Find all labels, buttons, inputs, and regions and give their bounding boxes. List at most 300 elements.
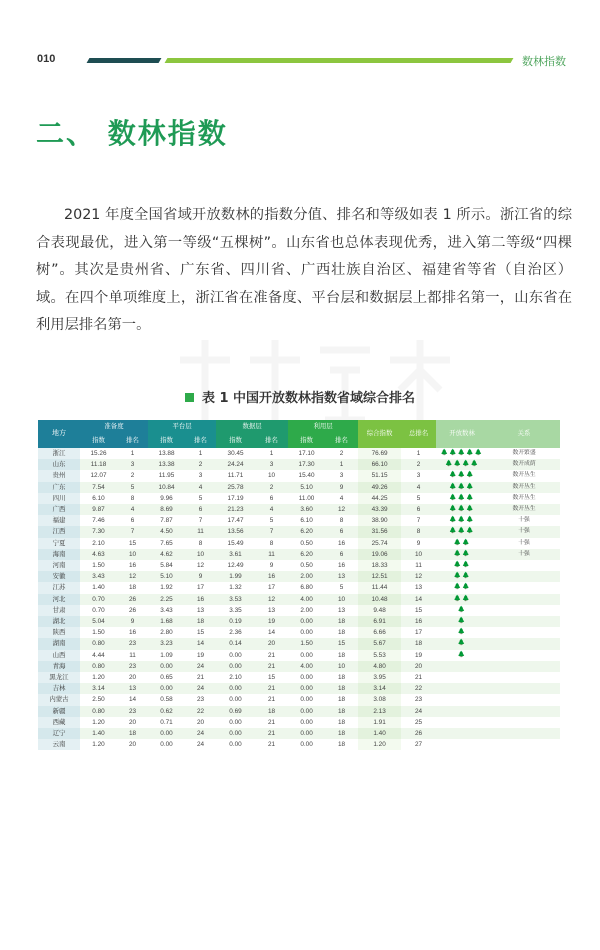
- cell-readiness-index: 11.18: [80, 459, 117, 470]
- cell-tier: 十强: [488, 538, 560, 549]
- cell-readiness-rank: 12: [117, 571, 148, 582]
- cell-total-rank: 26: [401, 728, 436, 739]
- cell-platform-index: 1.92: [148, 582, 185, 593]
- cell-composite-index: 3.95: [358, 672, 401, 683]
- cell-data-index: 0.00: [216, 728, 255, 739]
- cell-province: 辽宁: [38, 728, 80, 739]
- cell-readiness-rank: 26: [117, 594, 148, 605]
- cell-data-index: 0.00: [216, 717, 255, 728]
- header-index: 指数: [288, 434, 325, 448]
- cell-readiness-index: 0.80: [80, 661, 117, 672]
- cell-data-index: 0.00: [216, 694, 255, 705]
- cell-usage-index: 0.00: [288, 672, 325, 683]
- header-open-forest: 开放数林: [436, 420, 488, 448]
- cell-data-index: 21.23: [216, 504, 255, 515]
- cell-usage-index: 2.00: [288, 571, 325, 582]
- cell-data-rank: 21: [255, 728, 288, 739]
- cell-data-index: 25.78: [216, 482, 255, 493]
- cell-province: 新疆: [38, 706, 80, 717]
- cell-total-rank: 23: [401, 694, 436, 705]
- cell-platform-index: 5.10: [148, 571, 185, 582]
- caption-square-icon: [185, 393, 194, 402]
- cell-data-rank: 21: [255, 694, 288, 705]
- cell-readiness-index: 1.20: [80, 739, 117, 750]
- cell-province: 福建: [38, 515, 80, 526]
- table-row: [38, 526, 560, 537]
- cell-tree-level: 🌲🌲🌲: [436, 526, 488, 537]
- cell-tree-level: [436, 739, 488, 750]
- cell-tree-level: 🌲🌲🌲: [436, 470, 488, 481]
- cell-platform-rank: 15: [185, 627, 216, 638]
- table-row: [38, 616, 560, 627]
- cell-composite-index: 5.67: [358, 638, 401, 649]
- cell-usage-index: 0.00: [288, 627, 325, 638]
- header-rank: 排名: [117, 434, 148, 448]
- cell-readiness-rank: 16: [117, 560, 148, 571]
- cell-province: 贵州: [38, 470, 80, 481]
- cell-data-rank: 1: [255, 448, 288, 459]
- header-rank: 排名: [255, 434, 288, 448]
- cell-readiness-rank: 1: [117, 448, 148, 459]
- cell-data-index: 3.61: [216, 549, 255, 560]
- cell-platform-index: 0.58: [148, 694, 185, 705]
- cell-province: 青海: [38, 661, 80, 672]
- cell-platform-rank: 2: [185, 459, 216, 470]
- cell-usage-rank: 13: [325, 571, 358, 582]
- cell-total-rank: 11: [401, 560, 436, 571]
- cell-platform-rank: 6: [185, 504, 216, 515]
- cell-data-rank: 2: [255, 482, 288, 493]
- cell-usage-index: 0.00: [288, 616, 325, 627]
- cell-tier: 数开丛生: [488, 493, 560, 504]
- cell-platform-rank: 18: [185, 616, 216, 627]
- cell-total-rank: 5: [401, 493, 436, 504]
- table-row: [38, 538, 560, 549]
- table-row: [38, 627, 560, 638]
- header-rank: 排名: [325, 434, 358, 448]
- cell-data-index: 3.35: [216, 605, 255, 616]
- cell-composite-index: 1.40: [358, 728, 401, 739]
- cell-readiness-index: 5.04: [80, 616, 117, 627]
- cell-platform-rank: 24: [185, 683, 216, 694]
- cell-usage-rank: 8: [325, 515, 358, 526]
- cell-composite-index: 3.14: [358, 683, 401, 694]
- cell-platform-index: 8.69: [148, 504, 185, 515]
- cell-readiness-rank: 7: [117, 526, 148, 537]
- cell-total-rank: 27: [401, 739, 436, 750]
- cell-province: 山西: [38, 650, 80, 661]
- cell-tier: 数开繁盛: [488, 448, 560, 459]
- table-row: [38, 470, 560, 481]
- cell-data-index: 1.32: [216, 582, 255, 593]
- cell-readiness-rank: 16: [117, 627, 148, 638]
- cell-readiness-rank: 4: [117, 504, 148, 515]
- cell-total-rank: 8: [401, 526, 436, 537]
- table-row: [38, 504, 560, 515]
- cell-tree-level: [436, 683, 488, 694]
- cell-tree-level: 🌲🌲🌲🌲🌲: [436, 448, 488, 459]
- table-row: [38, 482, 560, 493]
- cell-platform-index: 3.43: [148, 605, 185, 616]
- cell-usage-rank: 16: [325, 560, 358, 571]
- cell-total-rank: 9: [401, 538, 436, 549]
- table-row: [38, 728, 560, 739]
- cell-tree-level: 🌲: [436, 616, 488, 627]
- cell-usage-rank: 18: [325, 627, 358, 638]
- cell-province: 湖南: [38, 638, 80, 649]
- cell-data-rank: 18: [255, 706, 288, 717]
- cell-data-rank: 16: [255, 571, 288, 582]
- cell-province: 四川: [38, 493, 80, 504]
- cell-composite-index: 12.51: [358, 571, 401, 582]
- cell-usage-rank: 18: [325, 683, 358, 694]
- cell-data-index: 2.10: [216, 672, 255, 683]
- cell-usage-index: 15.40: [288, 470, 325, 481]
- header-usage: 利用层: [288, 420, 358, 434]
- table-row: [38, 571, 560, 582]
- cell-usage-rank: 5: [325, 582, 358, 593]
- cell-province: 陕西: [38, 627, 80, 638]
- cell-usage-index: 0.50: [288, 538, 325, 549]
- cell-tier: [488, 706, 560, 717]
- cell-composite-index: 4.80: [358, 661, 401, 672]
- cell-data-rank: 21: [255, 717, 288, 728]
- cell-platform-index: 1.68: [148, 616, 185, 627]
- ranking-table: [38, 420, 560, 750]
- cell-platform-rank: 20: [185, 717, 216, 728]
- cell-usage-rank: 18: [325, 672, 358, 683]
- cell-composite-index: 1.20: [358, 739, 401, 750]
- cell-province: 河南: [38, 560, 80, 571]
- cell-usage-index: 11.00: [288, 493, 325, 504]
- table-row: [38, 706, 560, 717]
- cell-tier: 数开丛生: [488, 482, 560, 493]
- cell-tree-level: 🌲🌲🌲🌲: [436, 459, 488, 470]
- cell-platform-rank: 3: [185, 470, 216, 481]
- cell-data-rank: 21: [255, 683, 288, 694]
- cell-readiness-rank: 5: [117, 482, 148, 493]
- cell-platform-rank: 1: [185, 448, 216, 459]
- cell-usage-rank: 18: [325, 694, 358, 705]
- cell-platform-index: 0.00: [148, 683, 185, 694]
- cell-data-rank: 21: [255, 650, 288, 661]
- cell-tree-level: 🌲🌲: [436, 594, 488, 605]
- cell-platform-index: 4.50: [148, 526, 185, 537]
- cell-tree-level: 🌲🌲🌲: [436, 515, 488, 526]
- cell-readiness-rank: 20: [117, 717, 148, 728]
- cell-platform-rank: 5: [185, 493, 216, 504]
- cell-data-index: 2.36: [216, 627, 255, 638]
- table-row: [38, 560, 560, 571]
- cell-data-rank: 13: [255, 605, 288, 616]
- cell-readiness-index: 4.44: [80, 650, 117, 661]
- cell-data-rank: 12: [255, 594, 288, 605]
- cell-data-index: 17.19: [216, 493, 255, 504]
- watermark-tree-icon: [170, 330, 470, 430]
- page-header: [0, 0, 600, 90]
- cell-data-index: 0.00: [216, 683, 255, 694]
- cell-usage-index: 17.10: [288, 448, 325, 459]
- cell-readiness-index: 4.63: [80, 549, 117, 560]
- cell-tier: [488, 582, 560, 593]
- cell-usage-rank: 12: [325, 504, 358, 515]
- table-row: [38, 694, 560, 705]
- cell-platform-rank: 12: [185, 560, 216, 571]
- cell-tree-level: 🌲🌲: [436, 538, 488, 549]
- cell-total-rank: 3: [401, 470, 436, 481]
- cell-usage-index: 0.50: [288, 560, 325, 571]
- cell-data-rank: 3: [255, 459, 288, 470]
- cell-composite-index: 43.39: [358, 504, 401, 515]
- cell-usage-rank: 18: [325, 616, 358, 627]
- cell-readiness-rank: 20: [117, 672, 148, 683]
- cell-data-rank: 15: [255, 672, 288, 683]
- cell-composite-index: 11.44: [358, 582, 401, 593]
- header-index: 指数: [216, 434, 255, 448]
- cell-platform-rank: 8: [185, 538, 216, 549]
- cell-readiness-index: 0.70: [80, 605, 117, 616]
- cell-usage-index: 6.80: [288, 582, 325, 593]
- cell-readiness-rank: 6: [117, 515, 148, 526]
- cell-readiness-rank: 13: [117, 683, 148, 694]
- cell-composite-index: 31.56: [358, 526, 401, 537]
- header-data-layer: 数据层: [216, 420, 288, 434]
- cell-data-index: 1.99: [216, 571, 255, 582]
- cell-province: 内蒙古: [38, 694, 80, 705]
- cell-platform-rank: 24: [185, 661, 216, 672]
- cell-usage-rank: 18: [325, 739, 358, 750]
- cell-data-index: 0.00: [216, 650, 255, 661]
- cell-usage-rank: 18: [325, 650, 358, 661]
- cell-platform-index: 0.00: [148, 728, 185, 739]
- cell-usage-index: 0.00: [288, 694, 325, 705]
- cell-data-rank: 19: [255, 616, 288, 627]
- cell-readiness-index: 0.80: [80, 638, 117, 649]
- cell-usage-index: 3.60: [288, 504, 325, 515]
- cell-data-index: 0.00: [216, 739, 255, 750]
- cell-usage-rank: 18: [325, 728, 358, 739]
- cell-tier: 数开成荫: [488, 459, 560, 470]
- cell-readiness-index: 3.14: [80, 683, 117, 694]
- cell-usage-index: 0.00: [288, 706, 325, 717]
- cell-readiness-index: 1.50: [80, 627, 117, 638]
- cell-usage-index: 0.00: [288, 650, 325, 661]
- cell-total-rank: 10: [401, 549, 436, 560]
- table-row: [38, 594, 560, 605]
- cell-readiness-rank: 8: [117, 493, 148, 504]
- cell-tree-level: [436, 672, 488, 683]
- cell-platform-rank: 16: [185, 594, 216, 605]
- cell-usage-index: 5.10: [288, 482, 325, 493]
- cell-platform-index: 10.84: [148, 482, 185, 493]
- cell-total-rank: 12: [401, 571, 436, 582]
- ranking-table-body: [38, 448, 560, 750]
- cell-province: 广西: [38, 504, 80, 515]
- cell-total-rank: 22: [401, 683, 436, 694]
- cell-composite-index: 6.91: [358, 616, 401, 627]
- cell-platform-rank: 19: [185, 650, 216, 661]
- cell-usage-rank: 15: [325, 638, 358, 649]
- cell-readiness-rank: 3: [117, 459, 148, 470]
- section-tag: 数林指数: [522, 55, 566, 68]
- cell-platform-rank: 10: [185, 549, 216, 560]
- cell-tree-level: 🌲🌲🌲: [436, 482, 488, 493]
- cell-composite-index: 38.90: [358, 515, 401, 526]
- cell-usage-rank: 6: [325, 549, 358, 560]
- cell-readiness-rank: 18: [117, 582, 148, 593]
- cell-platform-rank: 24: [185, 728, 216, 739]
- header-bar-green: [165, 58, 514, 63]
- cell-readiness-index: 1.20: [80, 672, 117, 683]
- table-row: [38, 493, 560, 504]
- cell-total-rank: 1: [401, 448, 436, 459]
- cell-readiness-rank: 18: [117, 728, 148, 739]
- header-index: 指数: [148, 434, 185, 448]
- cell-tree-level: [436, 706, 488, 717]
- cell-composite-index: 9.48: [358, 605, 401, 616]
- cell-readiness-rank: 23: [117, 661, 148, 672]
- cell-data-index: 0.69: [216, 706, 255, 717]
- body-paragraph: 2021 年度全国省域开放数林的指数分值、排名和等级如表 1 所示。浙江省的综合表现最优，进入第一等级“五棵树”。山东省也总体表现优秀，进入第二等级“四棵树”。其次是贵州省、广东省、四川省、广西壮族自治区、福建省等省（自治区）域。在四个单项维度上，浙江省在准备度、平台层和数据层上都排名第一，山东省在利用层排名第一。: [36, 207, 572, 334]
- cell-composite-index: 10.48: [358, 594, 401, 605]
- cell-platform-index: 13.38: [148, 459, 185, 470]
- cell-platform-index: 0.65: [148, 672, 185, 683]
- cell-tree-level: 🌲: [436, 650, 488, 661]
- cell-province: 湖北: [38, 616, 80, 627]
- cell-usage-rank: 2: [325, 448, 358, 459]
- cell-total-rank: 4: [401, 482, 436, 493]
- cell-province: 河北: [38, 594, 80, 605]
- cell-tree-level: 🌲: [436, 627, 488, 638]
- cell-usage-rank: 1: [325, 459, 358, 470]
- cell-data-rank: 21: [255, 661, 288, 672]
- header-composite-index: 综合指数: [358, 420, 401, 448]
- cell-tree-level: 🌲: [436, 605, 488, 616]
- table-row: [38, 582, 560, 593]
- cell-usage-index: 0.00: [288, 728, 325, 739]
- cell-total-rank: 24: [401, 706, 436, 717]
- cell-platform-index: 2.80: [148, 627, 185, 638]
- header-bar-dark: [87, 58, 162, 63]
- cell-total-rank: 2: [401, 459, 436, 470]
- header-platform: 平台层: [148, 420, 216, 434]
- cell-platform-rank: 23: [185, 694, 216, 705]
- cell-province: 海南: [38, 549, 80, 560]
- cell-readiness-index: 7.30: [80, 526, 117, 537]
- cell-tree-level: 🌲🌲🌲: [436, 504, 488, 515]
- cell-data-index: 0.00: [216, 661, 255, 672]
- cell-platform-rank: 21: [185, 672, 216, 683]
- cell-tier: [488, 605, 560, 616]
- cell-usage-rank: 16: [325, 538, 358, 549]
- cell-data-rank: 8: [255, 538, 288, 549]
- cell-data-rank: 9: [255, 560, 288, 571]
- cell-tier: [488, 717, 560, 728]
- cell-total-rank: 6: [401, 504, 436, 515]
- cell-tree-level: [436, 717, 488, 728]
- cell-readiness-rank: 2: [117, 470, 148, 481]
- cell-total-rank: 19: [401, 650, 436, 661]
- cell-composite-index: 49.26: [358, 482, 401, 493]
- cell-readiness-rank: 23: [117, 638, 148, 649]
- cell-data-rank: 20: [255, 638, 288, 649]
- cell-tier: 数开丛生: [488, 470, 560, 481]
- cell-readiness-index: 0.70: [80, 594, 117, 605]
- cell-data-index: 0.14: [216, 638, 255, 649]
- cell-tier: [488, 616, 560, 627]
- cell-usage-index: 6.10: [288, 515, 325, 526]
- header-total-rank: 总排名: [401, 420, 436, 448]
- cell-platform-rank: 17: [185, 582, 216, 593]
- cell-tier: [488, 694, 560, 705]
- cell-province: 甘肃: [38, 605, 80, 616]
- cell-data-index: 11.71: [216, 470, 255, 481]
- cell-data-rank: 4: [255, 504, 288, 515]
- cell-province: 吉林: [38, 683, 80, 694]
- cell-readiness-index: 1.20: [80, 717, 117, 728]
- cell-readiness-index: 1.40: [80, 582, 117, 593]
- cell-composite-index: 5.53: [358, 650, 401, 661]
- cell-composite-index: 19.06: [358, 549, 401, 560]
- table-row: [38, 650, 560, 661]
- cell-tier: 数开丛生: [488, 504, 560, 515]
- cell-platform-index: 2.25: [148, 594, 185, 605]
- cell-data-index: 12.49: [216, 560, 255, 571]
- cell-tree-level: 🌲🌲: [436, 571, 488, 582]
- cell-readiness-index: 0.80: [80, 706, 117, 717]
- cell-data-rank: 5: [255, 515, 288, 526]
- cell-usage-rank: 18: [325, 717, 358, 728]
- cell-platform-index: 7.87: [148, 515, 185, 526]
- table-row: [38, 515, 560, 526]
- cell-usage-index: 2.00: [288, 605, 325, 616]
- cell-tier: [488, 739, 560, 750]
- cell-data-rank: 7: [255, 526, 288, 537]
- section-title: 二、 数林指数: [36, 117, 228, 150]
- cell-composite-index: 2.13: [358, 706, 401, 717]
- cell-tree-level: 🌲🌲: [436, 560, 488, 571]
- cell-data-index: 24.24: [216, 459, 255, 470]
- cell-tree-level: 🌲🌲: [436, 582, 488, 593]
- cell-data-rank: 11: [255, 549, 288, 560]
- table-row: [38, 672, 560, 683]
- table-row: [38, 739, 560, 750]
- cell-tree-level: 🌲: [436, 638, 488, 649]
- cell-usage-index: 6.20: [288, 526, 325, 537]
- cell-composite-index: 3.08: [358, 694, 401, 705]
- cell-usage-index: 0.00: [288, 739, 325, 750]
- cell-total-rank: 21: [401, 672, 436, 683]
- cell-province: 安徽: [38, 571, 80, 582]
- cell-readiness-rank: 15: [117, 538, 148, 549]
- cell-readiness-index: 2.50: [80, 694, 117, 705]
- cell-data-index: 17.47: [216, 515, 255, 526]
- cell-total-rank: 18: [401, 638, 436, 649]
- table-row: [38, 683, 560, 694]
- cell-platform-index: 3.23: [148, 638, 185, 649]
- cell-tree-level: [436, 694, 488, 705]
- cell-readiness-index: 3.43: [80, 571, 117, 582]
- table-row: [38, 448, 560, 459]
- cell-total-rank: 16: [401, 616, 436, 627]
- cell-tier: [488, 638, 560, 649]
- table-row: [38, 459, 560, 470]
- cell-platform-rank: 4: [185, 482, 216, 493]
- cell-platform-rank: 11: [185, 526, 216, 537]
- cell-data-index: 3.53: [216, 594, 255, 605]
- cell-usage-rank: 10: [325, 594, 358, 605]
- cell-platform-rank: 24: [185, 739, 216, 750]
